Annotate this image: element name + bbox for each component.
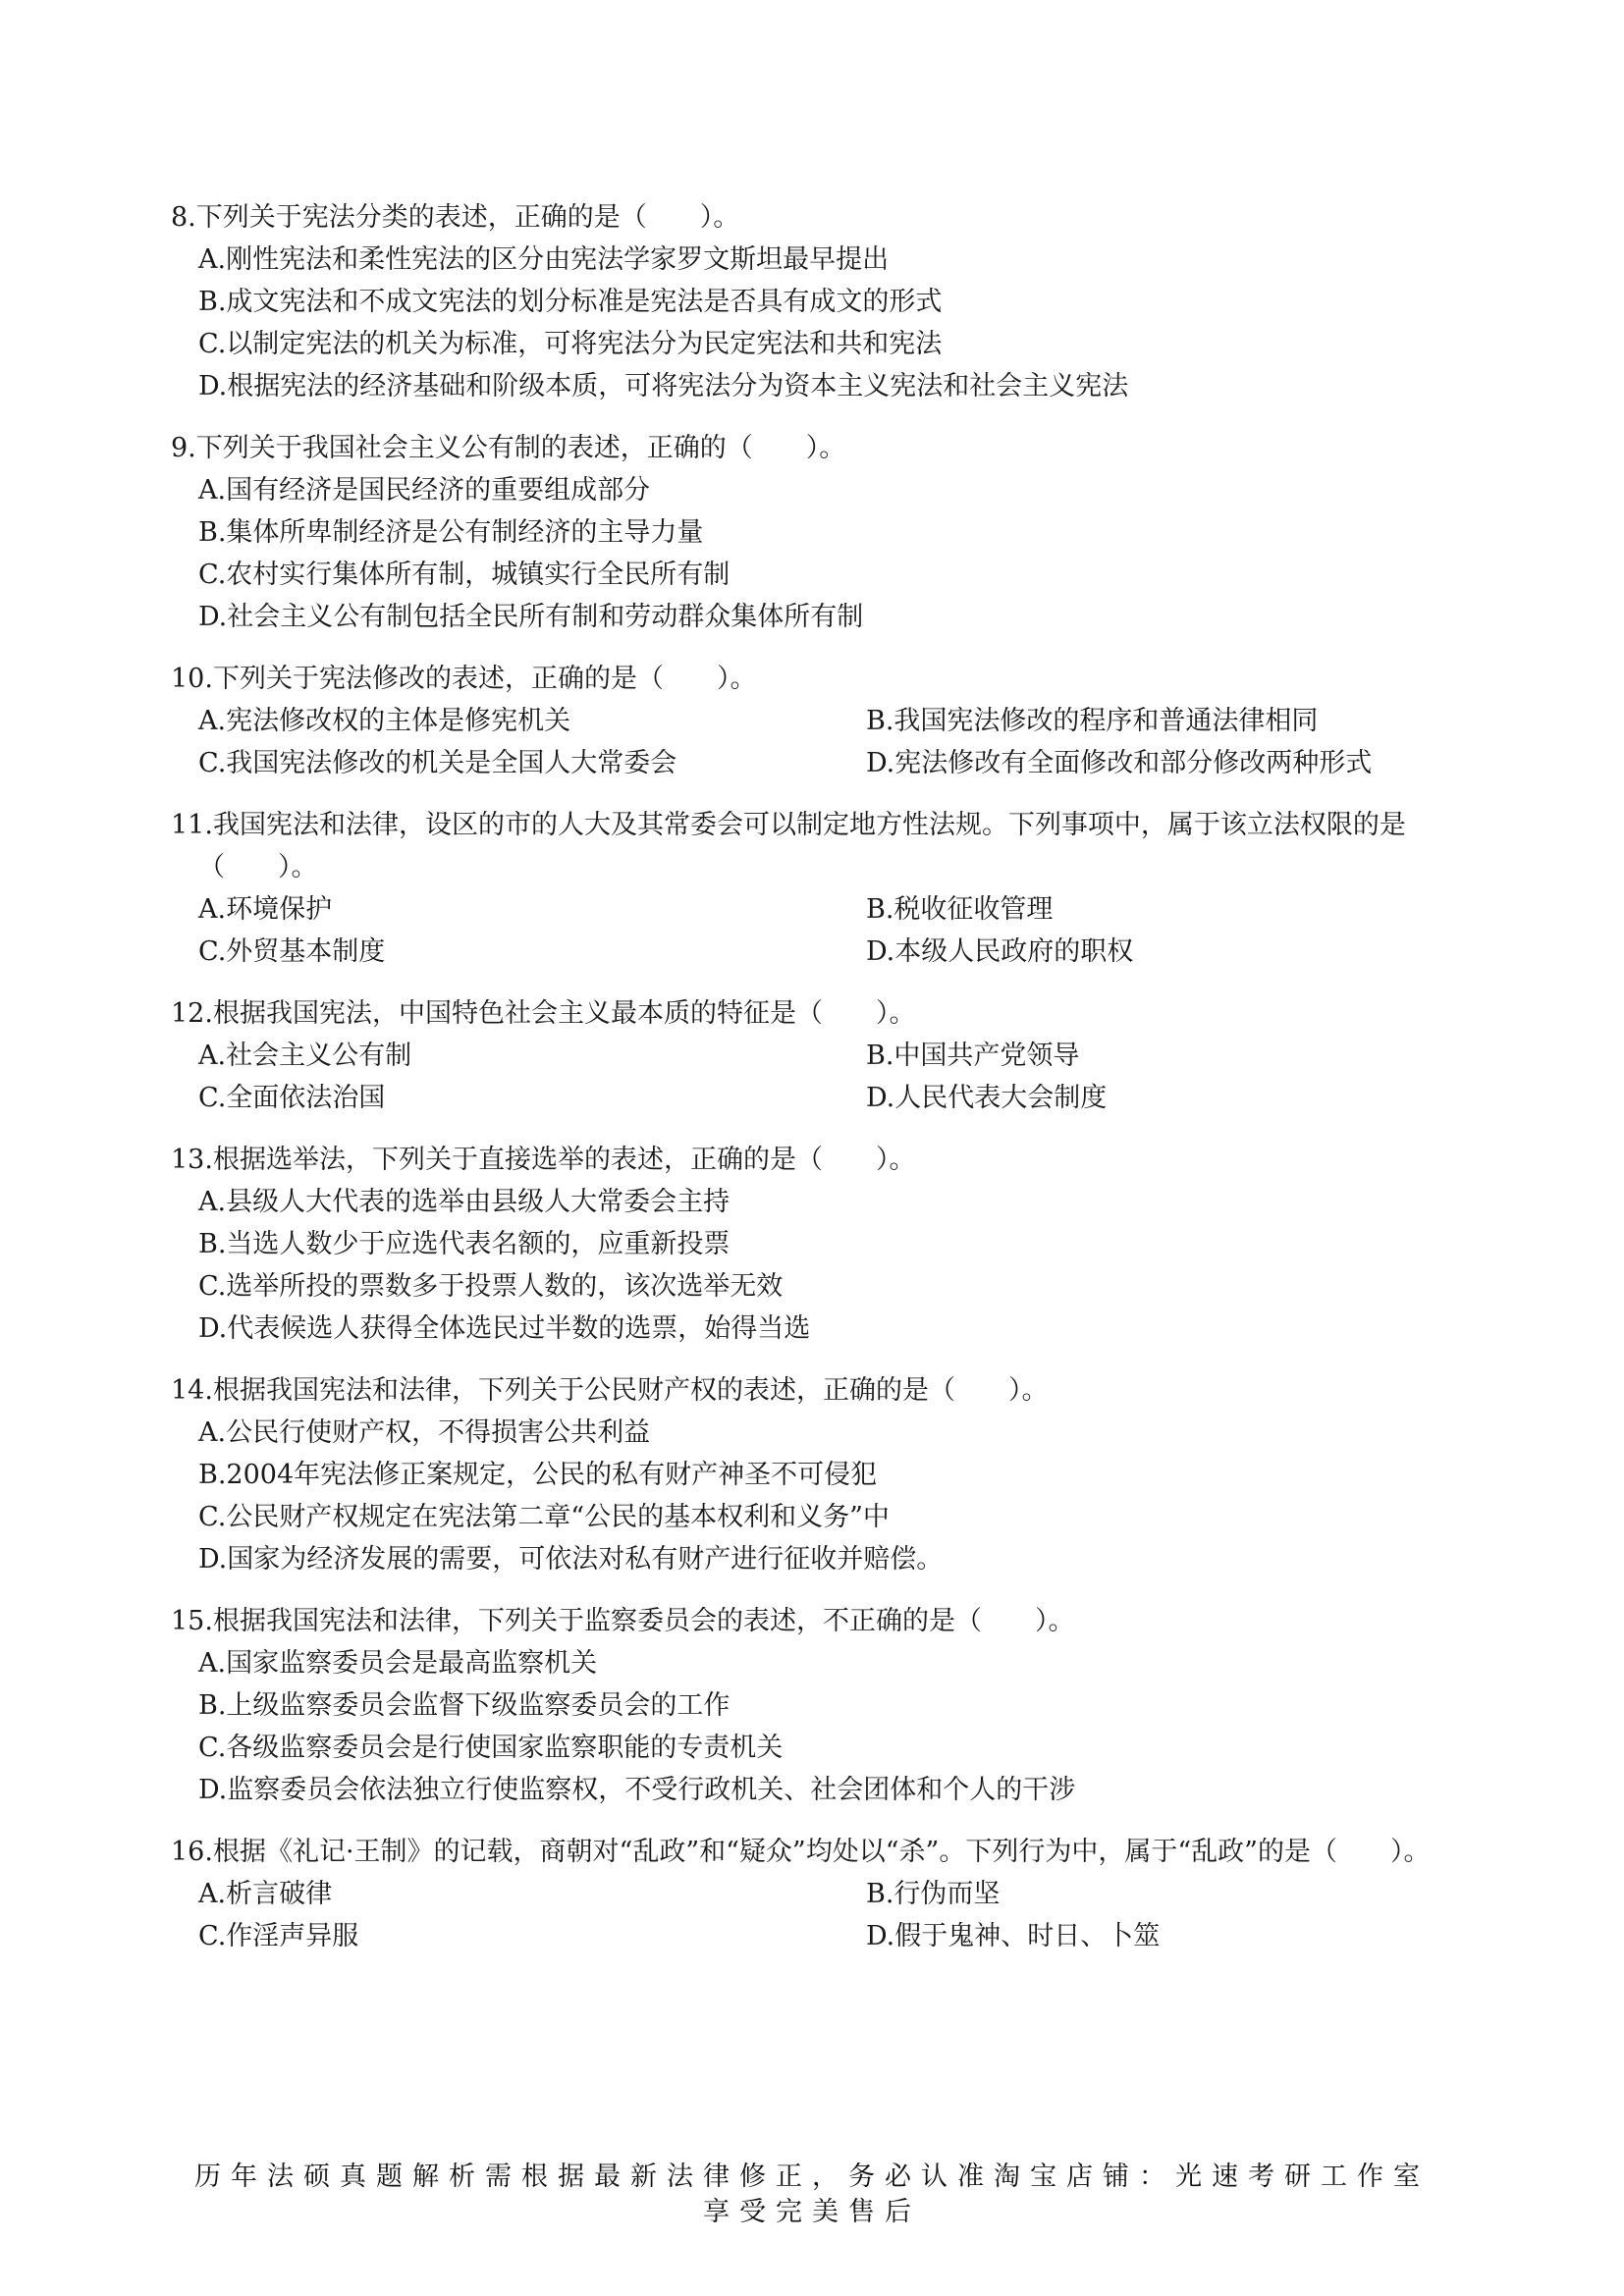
option-d: D.宪法修改有全面修改和部分修改两种形式: [866, 748, 1373, 778]
option-d: D.社会主义公有制包括全民所有制和劳动群众集体所有制: [198, 602, 864, 632]
option-d: D.根据宪法的经济基础和阶级本质，可将宪法分为资本主义宪法和社会主义宪法: [198, 371, 1129, 401]
footer-line-1: 历年法硕真题解析需根据最新法律修正，务必认准淘宝店铺：光速考研工作室: [194, 2162, 1430, 2192]
option-c: C.公民财产权规定在宪法第二章“公民的基本权利和义务”中: [198, 1502, 890, 1532]
question-12: [171, 992, 1477, 1119]
option-b: B.我国宪法修改的程序和普通法律相同: [866, 706, 1319, 736]
footer-watermark: [0, 2160, 1624, 2230]
option-d: D.假于鬼神、时日、卜筮: [866, 1921, 1161, 1951]
question-stem: 13.根据选举法，下列关于直接选举的表述，正确的是（ ）。: [171, 1145, 916, 1175]
option-a: A.国有经济是国民经济的重要组成部分: [198, 475, 651, 506]
option-c: C.我国宪法修改的机关是全国人大常委会: [198, 748, 677, 778]
option-b: B.成文宪法和不成文宪法的划分标准是宪法是否具有成文的形式: [198, 287, 943, 317]
option-a: A.社会主义公有制: [198, 1041, 412, 1071]
question-stem: 10.下列关于宪法修改的表述，正确的是（ ）。: [171, 664, 757, 694]
option-d: D.代表候选人获得全体选民过半数的选票，始得当选: [198, 1313, 811, 1344]
question-stem: 11.我国宪法和法律，设区的市的人大及其常委会可以制定地方性法规。下列事项中，属于该立法权限的是（ ）。: [171, 810, 1406, 882]
option-a: A.宪法修改权的主体是修宪机关: [198, 706, 571, 736]
option-d: D.国家为经济发展的需要，可依法对私有财产进行征收并赔偿。: [198, 1544, 944, 1575]
option-c: C.作淫声异服: [198, 1921, 359, 1951]
question-8: [171, 196, 1477, 407]
footer-line-2: 享受完美售后: [703, 2197, 921, 2227]
option-d: D.人民代表大会制度: [866, 1083, 1108, 1113]
option-c: C.选举所投的票数多于投票人数的，该次选举无效: [198, 1271, 784, 1302]
options-grid: [171, 1873, 1477, 1957]
option-d: D.本级人民政府的职权: [866, 936, 1134, 967]
options-grid: [171, 700, 1477, 784]
option-b: B.集体所卑制经济是公有制经济的主导力量: [198, 517, 704, 548]
option-c: C.全面依法治国: [198, 1083, 386, 1113]
question-13: [171, 1139, 1477, 1350]
option-c: C.农村实行集体所有制，城镇实行全民所有制: [198, 560, 731, 590]
question-stem: 8.下列关于宪法分类的表述，正确的是（ ）。: [171, 202, 740, 233]
option-b: B.行伪而坚: [866, 1879, 1001, 1909]
option-a: A.刚性宪法和柔性宪法的区分由宪法学家罗文斯坦最早提出: [198, 244, 890, 275]
option-c: C.以制定宪法的机关为标准，可将宪法分为民定宪法和共和宪法: [198, 329, 943, 359]
question-10: [171, 658, 1477, 784]
option-d: D.监察委员会依法独立行使监察权，不受行政机关、社会团体和个人的干涉: [198, 1775, 1076, 1805]
question-stem: 16.根据《礼记·王制》的记载，商朝对“乱政”和“疑众”均处以“杀”。下列行为中，属于“乱政”的是（ ）。: [171, 1837, 1431, 1867]
options-grid: [171, 1035, 1477, 1119]
options-grid: [171, 888, 1477, 973]
question-16: [171, 1831, 1477, 1957]
question-list: [171, 196, 1477, 1977]
option-b: B.中国共产党领导: [866, 1041, 1080, 1071]
question-11: [171, 804, 1477, 973]
question-14: [171, 1369, 1477, 1580]
question-stem: 12.根据我国宪法，中国特色社会主义最本质的特征是（ ）。: [171, 998, 916, 1029]
option-b: B.上级监察委员会监督下级监察委员会的工作: [198, 1690, 731, 1721]
option-b: B.2004年宪法修正案规定，公民的私有财产神圣不可侵犯: [198, 1460, 878, 1490]
question-9: [171, 427, 1477, 638]
option-a: A.县级人大代表的选举由县级人大常委会主持: [198, 1187, 731, 1217]
option-a: A.环境保护: [198, 894, 333, 925]
question-stem: 15.根据我国宪法和法律，下列关于监察委员会的表述，不正确的是（ ）。: [171, 1606, 1075, 1636]
option-a: A.析言破律: [198, 1879, 333, 1909]
question-stem: 14.根据我国宪法和法律，下列关于公民财产权的表述，正确的是（ ）。: [171, 1375, 1049, 1406]
option-a: A.国家监察委员会是最高监察机关: [198, 1648, 598, 1679]
question-stem: 9.下列关于我国社会主义公有制的表述，正确的（ ）。: [171, 433, 846, 463]
option-b: B.税收征收管理: [866, 894, 1054, 925]
option-a: A.公民行使财产权，不得损害公共利益: [198, 1417, 651, 1448]
option-c: C.各级监察委员会是行使国家监察职能的专责机关: [198, 1733, 784, 1763]
option-b: B.当选人数少于应选代表名额的，应重新投票: [198, 1229, 731, 1259]
option-c: C.外贸基本制度: [198, 936, 386, 967]
question-15: [171, 1600, 1477, 1811]
